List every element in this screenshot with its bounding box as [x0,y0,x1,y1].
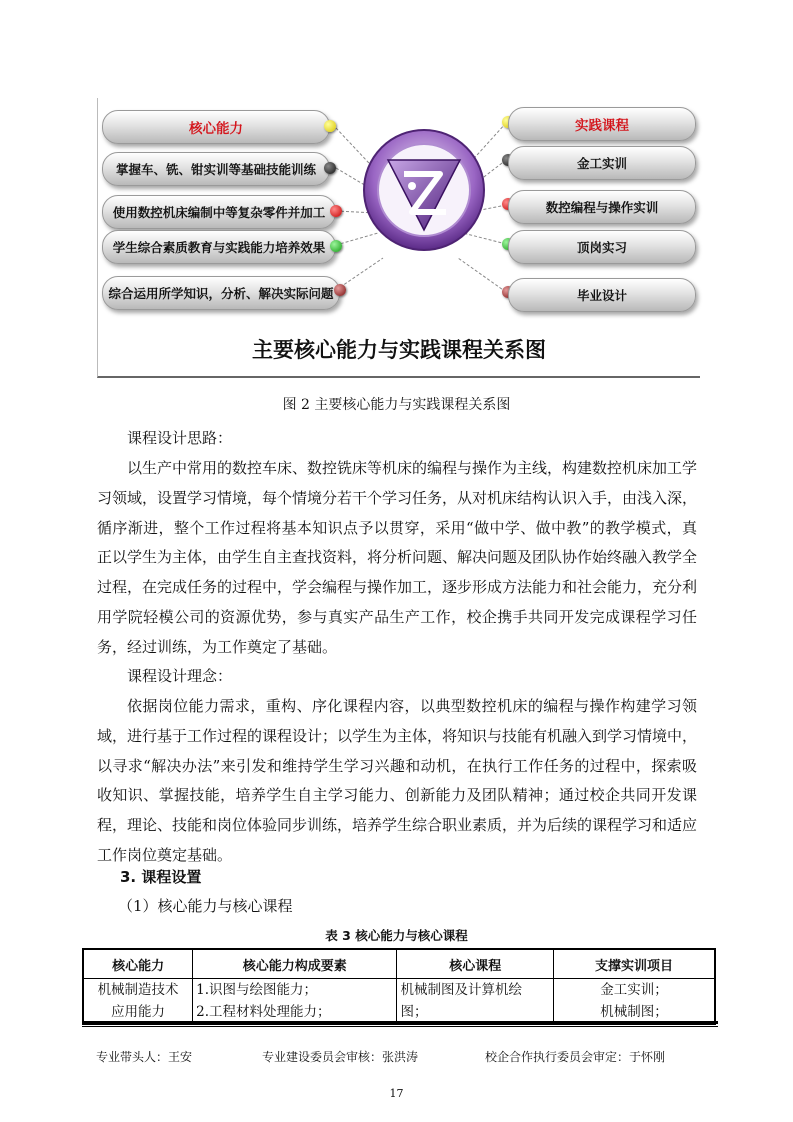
cell-line: 1.识图与绘图能力； [196,982,318,998]
footer-approve: 校企合作执行委员会审定：于怀刚 [485,1050,666,1064]
left-item-1: 掌握车、铣、钳实训等基础技能训练 [102,152,330,186]
darkred-dot-icon [334,284,346,296]
right-item-3: 顶岗实习 [508,230,696,264]
cell-line: 机械制造技术 [97,982,179,998]
figure-title: 主要核心能力与实践课程关系图 [252,338,546,362]
relationship-figure [97,98,700,378]
yellow-dot-icon [324,120,336,132]
right-item-4: 毕业设计 [508,278,696,312]
figure-caption: 图 2 主要核心能力与实践课程关系图 [282,397,511,413]
left-item-0: 核心能力 [102,110,330,144]
section2-body: 依据岗位能力需求，重构、序化课程内容，以典型数控机床的编程与操作构建学习领域，进行基于工作过程的课程设计；以学生为主体，将知识与技能有机融入到学习情境中，以寻求“解决办法”来引发和维持学生学习兴趣和动机，在执行工作任务的过程中，探索吸收知识、掌握技能，培养学生自主学习能力、创新能力及团队精神；通过校企共同开发课程，理论、技能和岗位体验同步训练，培养学生综合职业素质，并为后续的课程学习和适应工作岗位奠定基础。 [97,697,698,864]
section1-body: 以生产中常用的数控车床、数控铣床等机床的编程与操作为主线，构建数控机床加工学习领域，设置学习情境，每个情境分若干个学习任务，从对机床结构认识入手，由浅入深，循序渐进，整个工作过程将基本知识点予以贯穿，采用“做中学、做中教”的教学模式，真正以学生为主体，由学生自主查找资料，将分析问题、解决问题及团队协作始终融入教学全过程，在完成任务的过程中，学会编程与操作加工，逐步形成方法能力和社会能力，充分利用学院轻模公司的资源优势，参与真实产品生产工作，校企携手共同开发完成课程学习任务，经过训练，为工作奠定了基础。 [97,459,698,656]
red-dot-icon [330,205,342,217]
table-header-row [83,949,715,979]
cell-line: 应用能力 [111,1004,166,1020]
core-course-table [82,948,716,1025]
footer-rule [82,1021,718,1024]
section1-heading: 课程设计思路： [127,429,233,447]
cell-line: 图； [400,1004,428,1020]
cell-line: 机械制图及计算机绘 [400,982,522,998]
black-dot-icon [324,162,336,174]
cell-line: 金工实训； [600,982,668,998]
left-item-3: 学生综合素质教育与实践能力培养效果 [102,230,336,264]
table-header: 核心能力构成要素 [193,949,397,979]
table-row [83,979,715,1025]
section3-heading: 3. 课程设置 [120,868,202,886]
right-item-1: 金工实训 [508,146,696,180]
table-cell [397,979,554,1025]
table-cell [193,979,397,1025]
green-dot-icon [330,240,342,252]
table-header: 支撑实训项目 [553,949,715,979]
table-cell [83,979,193,1025]
right-item-0: 实践课程 [508,107,696,141]
cell-line: 机械制图； [600,1004,668,1020]
table-header: 核心课程 [397,949,554,979]
page-number: 17 [389,1087,404,1100]
section2-heading: 课程设计理念： [127,667,233,685]
footer-rule-thin [82,1026,718,1027]
section3-subheading: （1）核心能力与核心课程 [118,897,293,915]
footer-leader: 专业带头人：王安 [96,1050,193,1064]
cell-line: 2.工程材料处理能力； [196,1004,331,1020]
left-item-4: 综合运用所学知识，分析、解决实际问题 [102,276,340,310]
table-title: 表 3 核心能力与核心课程 [325,928,468,943]
central-emblem [360,126,488,254]
left-item-2: 使用数控机床编制中等复杂零件并加工 [102,195,336,229]
footer-review: 专业建设委员会审核：张洪涛 [262,1050,419,1064]
table-header: 核心能力 [83,949,193,979]
table-cell [553,979,715,1025]
right-item-2: 数控编程与操作实训 [508,190,696,224]
